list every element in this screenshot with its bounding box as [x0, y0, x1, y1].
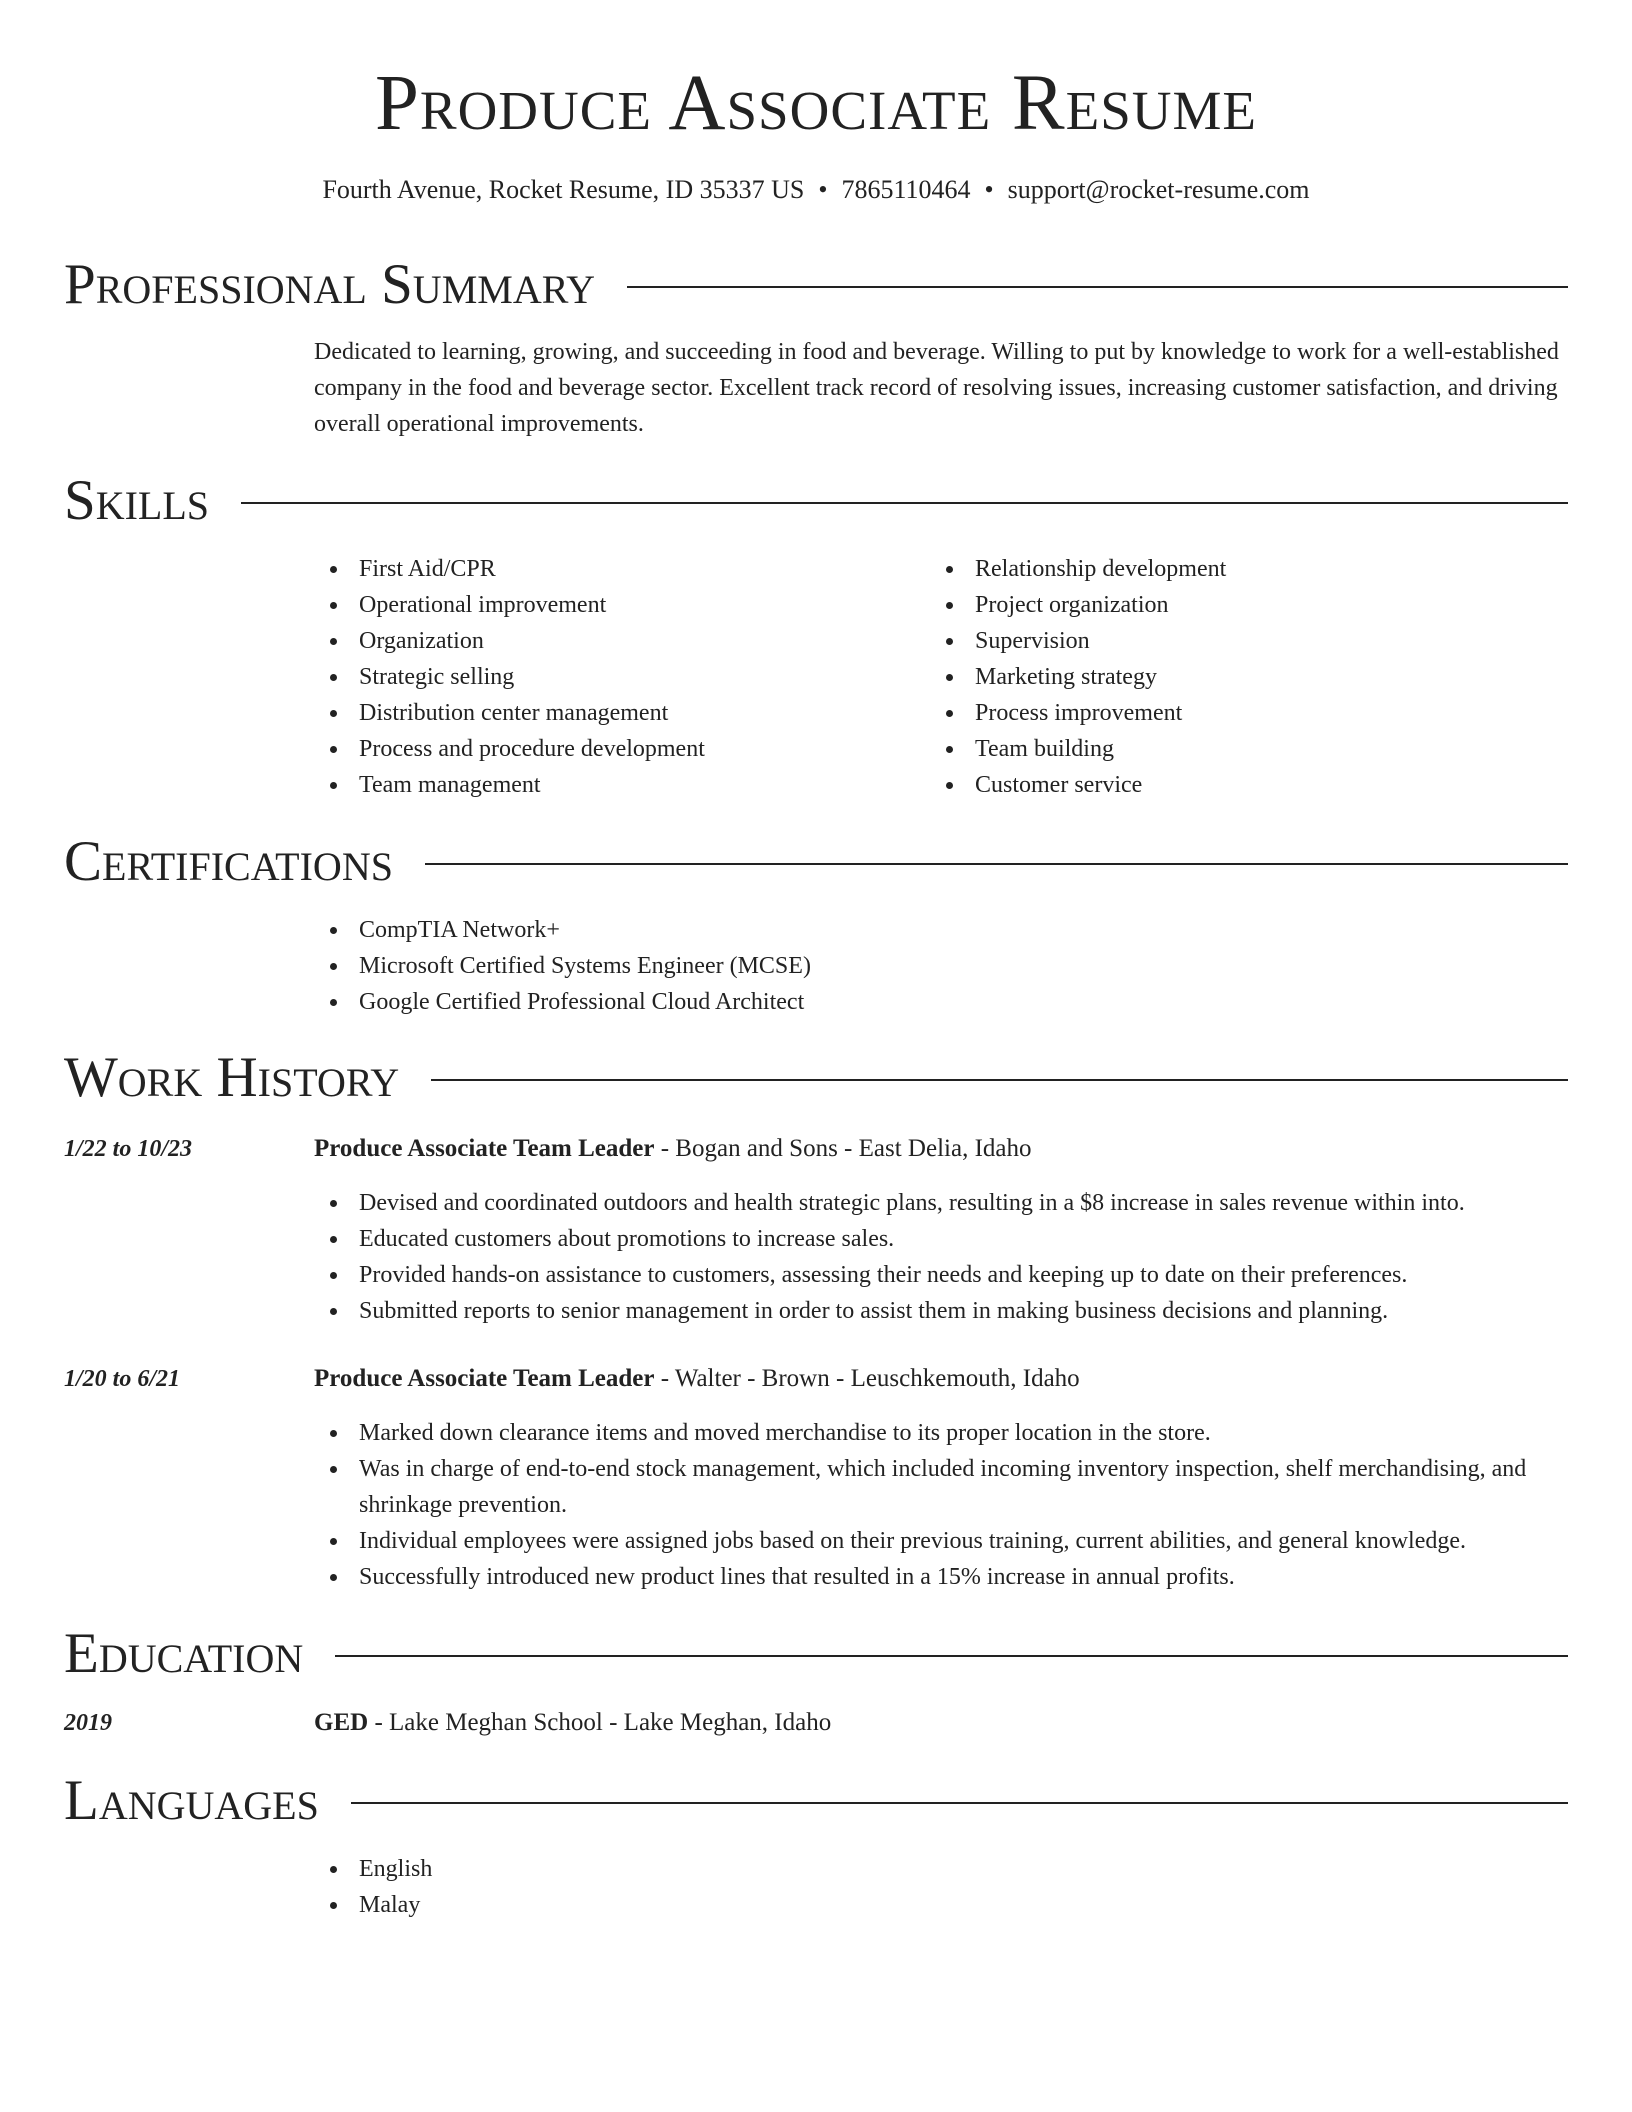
- contact-separator: •: [984, 175, 994, 204]
- job-header: [314, 1361, 1568, 1397]
- section-divider: [431, 1079, 1568, 1081]
- job-dates: 1/22 to 10/23: [64, 1136, 193, 1162]
- section-header-languages: [64, 1768, 1568, 1834]
- job-bullet: Educated customers about promotions to increase sales.: [314, 1221, 1568, 1257]
- section-title-summary: Professional Summary: [64, 253, 596, 316]
- job-bullet: Was in charge of end-to-end stock management, which included incoming inventory inspection, shelf merchandising, and shrinkage prevention.: [314, 1451, 1568, 1523]
- job-bullets: [314, 1415, 1568, 1595]
- contact-address: Fourth Avenue, Rocket Resume, ID 35337 US: [322, 175, 805, 204]
- certification-item: CompTIA Network+: [314, 912, 1568, 948]
- languages-block: [314, 1851, 1568, 1923]
- certifications-block: [314, 912, 1568, 1020]
- job-employer: - Walter - Brown - Leuschkemouth, Idaho: [654, 1365, 1080, 1392]
- skill-item: Distribution center management: [314, 695, 930, 731]
- section-header-skills: [64, 468, 1568, 534]
- skill-item: Organization: [314, 623, 930, 659]
- section-divider: [627, 286, 1568, 288]
- job-bullet: Marked down clearance items and moved merchandise to its proper location in the store.: [314, 1415, 1568, 1451]
- section-divider: [351, 1802, 1568, 1804]
- skill-item: Process improvement: [930, 695, 1546, 731]
- section-title-certifications: Certifications: [64, 830, 393, 893]
- job-bullet: Devised and coordinated outdoors and health strategic plans, resulting in a $8 increase in sales revenue within into.: [314, 1185, 1568, 1221]
- education-school: - Lake Meghan School - Lake Meghan, Idaho: [368, 1709, 832, 1736]
- skill-item: Team building: [930, 731, 1546, 767]
- language-item: Malay: [314, 1887, 1568, 1923]
- job-details: [314, 1185, 1568, 1329]
- section-header-summary: [64, 252, 1568, 318]
- skill-item: First Aid/CPR: [314, 551, 930, 587]
- language-item: English: [314, 1851, 1568, 1887]
- summary-text: Dedicated to learning, growing, and succeeding in food and beverage. Willing to put by knowledge to work for a well-established company in the food and beverage sector. Excellent track record of resolving issues, increasing customer satisfaction, and driving overall operational improvements.: [314, 339, 1559, 437]
- certification-item: Microsoft Certified Systems Engineer (MCSE): [314, 948, 1568, 984]
- job-employer: - Bogan and Sons - East Delia, Idaho: [654, 1135, 1032, 1162]
- section-header-work: [64, 1045, 1568, 1111]
- job-title: Produce Associate Team Leader: [314, 1365, 655, 1392]
- section-title-languages: Languages: [64, 1769, 319, 1832]
- skill-item: Operational improvement: [314, 587, 930, 623]
- section-divider: [425, 863, 1568, 865]
- summary-block: [314, 334, 1568, 442]
- job-bullet: Individual employees were assigned jobs based on their previous training, current abilities, and general knowledge.: [314, 1523, 1568, 1559]
- contact-email: support@rocket-resume.com: [1007, 175, 1310, 204]
- languages-list: [314, 1851, 1568, 1923]
- skill-item: Project organization: [930, 587, 1546, 623]
- skill-item: Supervision: [930, 623, 1546, 659]
- skill-item: Process and procedure development: [314, 731, 930, 767]
- skills-list: [314, 551, 1568, 803]
- section-title-skills: Skills: [64, 469, 210, 532]
- job-bullet: Submitted reports to senior management in order to assist them in making business decisions and planning.: [314, 1293, 1568, 1329]
- section-header-certifications: [64, 829, 1568, 895]
- job-dates: 1/20 to 6/21: [64, 1366, 181, 1392]
- job-bullet: Successfully introduced new product lines that resulted in a 15% increase in annual profits.: [314, 1559, 1568, 1595]
- section-divider: [241, 502, 1568, 504]
- job-bullets: [314, 1185, 1568, 1329]
- skills-column-left: [314, 551, 930, 803]
- education-entry: [314, 1705, 1568, 1741]
- education-year: 2019: [64, 1710, 112, 1736]
- contact-phone: 7865110464: [841, 175, 971, 204]
- job-details: [314, 1415, 1568, 1595]
- section-title-work: Work History: [64, 1046, 400, 1109]
- section-title-education: Education: [64, 1622, 304, 1685]
- job-title: Produce Associate Team Leader: [314, 1135, 655, 1162]
- contact-separator: •: [818, 175, 828, 204]
- job-bullet: Provided hands-on assistance to customers, assessing their needs and keeping up to date on their preferences.: [314, 1257, 1568, 1293]
- certifications-list: [314, 912, 1568, 1020]
- job-header: [314, 1131, 1568, 1167]
- education-degree: GED: [314, 1709, 369, 1736]
- skills-column-right: [930, 551, 1546, 803]
- section-divider: [335, 1655, 1568, 1657]
- resume-title: Produce Associate Resume: [374, 60, 1258, 147]
- skill-item: Customer service: [930, 767, 1546, 803]
- section-header-education: [64, 1621, 1568, 1687]
- skill-item: Relationship development: [930, 551, 1546, 587]
- certification-item: Google Certified Professional Cloud Architect: [314, 984, 1568, 1020]
- skill-item: Strategic selling: [314, 659, 930, 695]
- contact-line: [0, 172, 1632, 208]
- skill-item: Marketing strategy: [930, 659, 1546, 695]
- skill-item: Team management: [314, 767, 930, 803]
